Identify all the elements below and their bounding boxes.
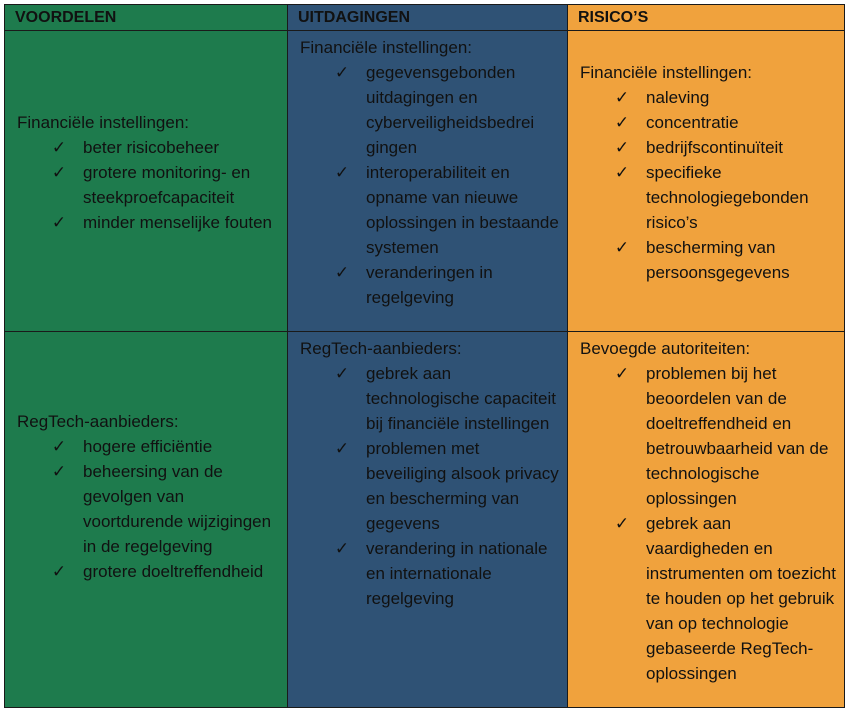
checkmark-icon: ✓ — [51, 562, 67, 581]
checkmark-icon: ✓ — [334, 539, 350, 558]
list-item: ✓ gebrek aan technologische capaciteit bij financiële instellingen — [300, 361, 561, 436]
item-list — [580, 85, 838, 285]
column-risicos — [567, 5, 844, 707]
cell-content — [17, 409, 281, 584]
list-item: ✓ hogere efficiëntie — [17, 434, 281, 459]
list-item: ✓ verandering in nationale en internationale regelgeving — [300, 536, 561, 611]
item-list — [300, 361, 561, 611]
item-list — [580, 361, 838, 686]
checkmark-icon: ✓ — [51, 462, 67, 481]
list-item: ✓ naleving — [580, 85, 838, 110]
cell-voordelen-regtech-aanbieders — [5, 332, 287, 707]
list-item: ✓ problemen bij het beoordelen van de doeltreffendheid en betrouwbaarheid van de technologische oplossingen — [580, 361, 838, 511]
list-item: ✓ grotere monitoring- en steekproefcapaciteit — [17, 160, 281, 210]
checkmark-icon: ✓ — [334, 364, 350, 383]
list-item: ✓ beheersing van de gevolgen van voortdurende wijzigingen in de regelgeving — [17, 459, 281, 559]
list-item: ✓ problemen met beveiliging alsook privacy en bescherming van gegevens — [300, 436, 561, 536]
comparison-table — [4, 4, 845, 708]
checkmark-icon: ✓ — [334, 163, 350, 182]
cell-risicos-financiele-instellingen — [568, 31, 844, 332]
cell-heading: RegTech-aanbieders: — [300, 339, 462, 358]
checkmark-icon: ✓ — [334, 63, 350, 82]
list-item: ✓ minder menselijke fouten — [17, 210, 281, 235]
header-voordelen: VOORDELEN — [5, 5, 287, 31]
header-uitdagingen: UITDAGINGEN — [288, 5, 567, 31]
list-item: ✓ beter risicobeheer — [17, 135, 281, 160]
header-risicos: RISICO’S — [568, 5, 844, 31]
cell-content — [580, 336, 838, 686]
list-item: ✓ bescherming van persoonsgegevens — [580, 235, 838, 285]
cell-heading: Financiële instellingen: — [580, 63, 752, 82]
checkmark-icon: ✓ — [51, 138, 67, 157]
list-item: ✓ interoperabiliteit en opname van nieuwe oplossingen in bestaande systemen — [300, 160, 561, 260]
item-list — [300, 60, 561, 310]
list-item: ✓ concentratie — [580, 110, 838, 135]
cell-heading: RegTech-aanbieders: — [17, 412, 179, 431]
cell-voordelen-financiele-instellingen — [5, 31, 287, 332]
item-list — [17, 434, 281, 584]
checkmark-icon: ✓ — [51, 437, 67, 456]
column-voordelen — [5, 5, 287, 707]
checkmark-icon: ✓ — [334, 439, 350, 458]
cell-content — [300, 336, 561, 611]
cell-content — [17, 110, 281, 235]
cell-heading: Financiële instellingen: — [17, 113, 189, 132]
checkmark-icon: ✓ — [51, 213, 67, 232]
checkmark-icon: ✓ — [614, 88, 630, 107]
cell-heading: Bevoegde autoriteiten: — [580, 339, 751, 358]
list-item: ✓ specifieke technologiegebonden risico’s — [580, 160, 838, 235]
checkmark-icon: ✓ — [614, 238, 630, 257]
cell-uitdagingen-regtech-aanbieders — [288, 332, 567, 707]
cell-content — [300, 35, 561, 310]
column-uitdagingen — [287, 5, 567, 707]
list-item: ✓ gebrek aan vaardigheden en instrumenten om toezicht te houden op het gebruik van op technologie gebaseerde RegTech-oplossingen — [580, 511, 838, 686]
checkmark-icon: ✓ — [51, 163, 67, 182]
cell-content — [580, 60, 838, 285]
list-item: ✓ grotere doeltreffendheid — [17, 559, 281, 584]
list-item: ✓ bedrijfscontinuïteit — [580, 135, 838, 160]
item-list — [17, 135, 281, 235]
cell-heading: Financiële instellingen: — [300, 38, 472, 57]
list-item: ✓ gegevensgebonden uitdagingen en cyberveiligheidsbedrei gingen — [300, 60, 561, 160]
checkmark-icon: ✓ — [614, 163, 630, 182]
checkmark-icon: ✓ — [614, 113, 630, 132]
list-item: ✓ veranderingen in regelgeving — [300, 260, 561, 310]
cell-uitdagingen-financiele-instellingen — [288, 31, 567, 332]
cell-risicos-bevoegde-autoriteiten — [568, 332, 844, 707]
checkmark-icon: ✓ — [614, 514, 630, 533]
checkmark-icon: ✓ — [614, 364, 630, 383]
checkmark-icon: ✓ — [334, 263, 350, 282]
checkmark-icon: ✓ — [614, 138, 630, 157]
